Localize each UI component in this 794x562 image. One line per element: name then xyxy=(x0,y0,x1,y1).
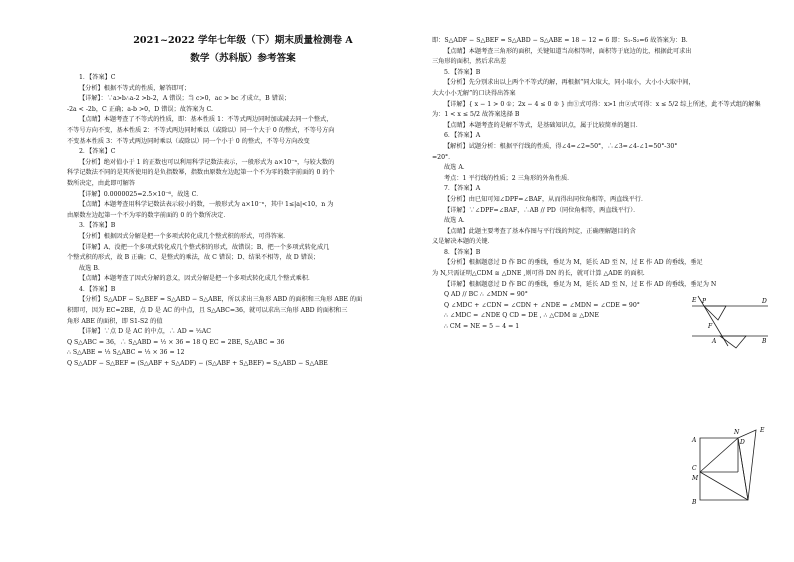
line-cb xyxy=(700,472,748,500)
left-line: Q S△ADF − S△BEF = (S△ABF + S△ADF) − (S△ABF + S△BEF) = S△ABD − S△ABE xyxy=(67,360,328,368)
right-line: 即：S△ADF − S△BEF = S△ABD − S△ABE = 18 − 12 = 6 即：S₁-S₂=6 故答案为：B． xyxy=(432,37,692,44)
right-column xyxy=(432,36,784,333)
triangle-upper xyxy=(704,306,726,320)
left-line: Q S△ABC = 36，∴ S△ABD = ½ × 36 = 18 Q EC = 2BE, S△ABC = 36 xyxy=(67,338,285,346)
right-line: 【点睛】本题考查的是解不等式，是基础知识点，属于比较简单的题目． xyxy=(444,121,642,129)
right-line: ∴ CM = NE = 5 − 4 = 1 xyxy=(444,323,520,331)
left-line: 2．【答案】C xyxy=(79,148,116,156)
right-line: 【详解】∵∠DPF=∠BAF，∴AB // PD（同位角相等，两直线平行）． xyxy=(444,206,640,214)
page-title: 2021~2022 学年七年级（下）期末质量检测卷 A xyxy=(133,35,353,46)
right-line: 【分析】根据题意过 D 作 BC 的垂线，垂足为 M，延长 AD 至 N，过 E 作 AD 的垂线，垂足 xyxy=(444,259,703,267)
right-line: 义是解决本题的关键． xyxy=(432,238,494,246)
left-line: 【分析】S△ADF − S△BEF = S△ABD − S△ABE，所以求出三角形 ABD 的面积和三角形 ABE 的面 xyxy=(79,296,363,304)
left-line: 3．【答案】B xyxy=(79,222,116,230)
left-line: -2a < -2b，C 正确；a-b >0，D 错误；故答案为 C. xyxy=(67,105,213,113)
label-m8: M xyxy=(692,475,699,482)
label-e8: E xyxy=(760,427,765,434)
label-f: F xyxy=(708,323,713,330)
right-line: 【详解】根据题意过 D 作 BC 的垂线，垂足为 M，延长 AD 至 N，过 E 作 AD 的垂线，垂足为 N xyxy=(444,280,717,288)
right-line: 5．【答案】B xyxy=(444,68,481,76)
right-line: 为：1 < x ≤ 5/2 故答案选择 B xyxy=(432,111,520,119)
left-line: 个整式积的形式，故 B 正确；C、是整式的乘法，故 C 错误；D、结果不相等，故 D 错误； xyxy=(67,254,320,262)
left-line: ∴ S△ABE = ⅓ S△ABC = ⅓ × 36 = 12 xyxy=(67,349,185,357)
label-c8: C xyxy=(692,465,697,472)
left-line: 科学记数法不同的是其所使用的是负指数幂，指数由原数左边起第一个不为零的数字前面的 0 的个 xyxy=(67,169,335,177)
left-text-block xyxy=(67,73,419,370)
triangle-lower xyxy=(720,336,746,348)
right-text-block xyxy=(432,36,784,333)
left-line: 由原数左边起第一个不为零的数字前面的 0 的个数所决定． xyxy=(67,211,230,219)
right-line: Q ∠MDC + ∠CDN = ∠CDN + ∠NDE = ∠MDN = ∠CDE = 90° xyxy=(444,301,640,309)
right-line: 【分析】先分别求出以上两个不等式的解，再根据“同大取大，同小取小，大小小大取中间， xyxy=(444,79,695,87)
left-line: 【点睛】本题考查用科学记数法表示较小的数，一般形式为 a×10⁻ⁿ，其中 1≤|a|<10，n 为 xyxy=(79,201,334,209)
right-line: 【详解】{ x − 1 > 0 ①；2x − 4 ≤ 0 ② } 由①式可得：x>1 由②式可得：x ≤ 5/2 综上所述，此不等式组的解集 xyxy=(444,100,761,108)
left-line: 不变基本性质 3：不等式两边同时乘以（或除以）同一个小于 0 的整式，不等号方向改变 xyxy=(67,137,310,145)
left-line: 4．【答案】B xyxy=(79,285,116,293)
right-line: 三角形的面积，然后求出差 xyxy=(432,58,507,66)
left-line: 【详解】0.0000025=2.5×10⁻⁶，故选 C． xyxy=(79,190,203,198)
label-a: A xyxy=(712,338,717,345)
q8-figure xyxy=(690,422,770,506)
right-line: 8．【答案】B xyxy=(444,248,481,256)
right-line: 6．【答案】A xyxy=(444,132,481,140)
left-line: 【点睛】本题考查了不等式的性质，即：基本性质 1：不等式两边同时加或减去同一个整式， xyxy=(79,116,333,124)
label-p: P xyxy=(702,298,707,305)
right-line: =20°． xyxy=(432,153,455,161)
right-line: 【点睛】本题考查三角形的面积，关键知道当高相等时，面积等于底边的比，根据此可求出 xyxy=(444,47,692,55)
label-e: E xyxy=(692,297,697,304)
left-line: 【分析】根据不等式的性质，解答即可； xyxy=(79,84,191,92)
left-line: 1．【答案】C xyxy=(79,74,116,81)
left-line: 故选 B． xyxy=(79,264,105,272)
trapezoid-abcd xyxy=(700,438,748,500)
left-line: 【详解】A、没把一个多项式转化成几个整式积的形式，故错误；B、把一个多项式转化成几 xyxy=(79,243,330,251)
left-column xyxy=(67,28,419,370)
line-dc xyxy=(700,438,738,472)
right-line: 7．【答案】A xyxy=(444,185,481,193)
right-line: 【分析】由已知可知∠DPF=∠BAF，从而得出同位角相等，两直线平行． xyxy=(444,195,648,203)
right-line: ∴ ∠MDC = ∠NDE Q CD = DE , ∴ △CDM ≅ △DNE xyxy=(444,312,599,320)
right-line: 考点：1 平行线的性质；2 三角形的外角性质． xyxy=(444,174,574,182)
left-line: 【详解】∵点 D 是 AC 的中点，∴ AD = ½AC xyxy=(79,328,211,336)
q7-figure xyxy=(690,292,770,350)
label-n8: N xyxy=(734,429,740,436)
right-line: 故选 A． xyxy=(444,164,469,172)
left-line: 角形 ABE 的面积，即 S1-S2 的值 xyxy=(67,317,163,325)
left-line: 积即可，因为 EC=2BE，点 D 是 AC 的中点，且 S△ABC=36，就可以求出三角形 ABD 的面积和三 xyxy=(67,307,348,315)
right-line: 大大小小无解”的口诀得出答案 xyxy=(432,89,516,97)
q7-diagram xyxy=(690,292,770,350)
left-line: 【详解】：∵a>b∴a-2 >b-2，A 错误；当 c>0，ac > bc 才成立，B 错误； xyxy=(79,95,291,103)
q8-diagram xyxy=(690,422,770,506)
page-subtitle: 数学（苏科版）参考答案 xyxy=(190,53,296,64)
right-line: 【解析】试题分析：根据平行线的性质，得∠4=∠2=50°，∴∠3=∠4-∠1=50°-30° xyxy=(444,142,678,150)
right-line: Q AD // BC ∴ ∠MDN = 90° xyxy=(444,291,528,299)
left-line: 【分析】根据因式分解是把一个多项式转化成几个整式积的形式，可得答案． xyxy=(79,232,290,240)
left-line: 数所决定，由此即可解答 xyxy=(67,179,136,187)
label-d8: D xyxy=(740,439,745,446)
right-line: 为 N,只需证明△CDM ≅ △DNE ,则可得 DN 的长，就可计算 △ADE 的面积. xyxy=(432,270,645,278)
label-a8: A xyxy=(692,437,697,444)
left-line: 【分析】绝对值小于 1 的正数也可以利用科学记数法表示，一般形式为 a×10⁻ⁿ，与较大数的 xyxy=(79,158,335,166)
left-line: 不等号方向不变，基本性质 2：不等式两边同时乘以（或除以）同一个大于 0 的整式，不等号方向 xyxy=(67,126,335,134)
label-b: B xyxy=(762,338,767,345)
right-line: 【点睛】此题主要考查了基本作图与平行线的判定，正确理解题目的含 xyxy=(444,227,636,235)
label-b8: B xyxy=(692,499,697,506)
label-d: D xyxy=(762,298,767,305)
left-line: 【点睛】本题考查了因式分解的意义，因式分解是把一个多项式转化成几个整式乘积． xyxy=(79,275,315,283)
right-line: 故选 A． xyxy=(444,217,469,225)
